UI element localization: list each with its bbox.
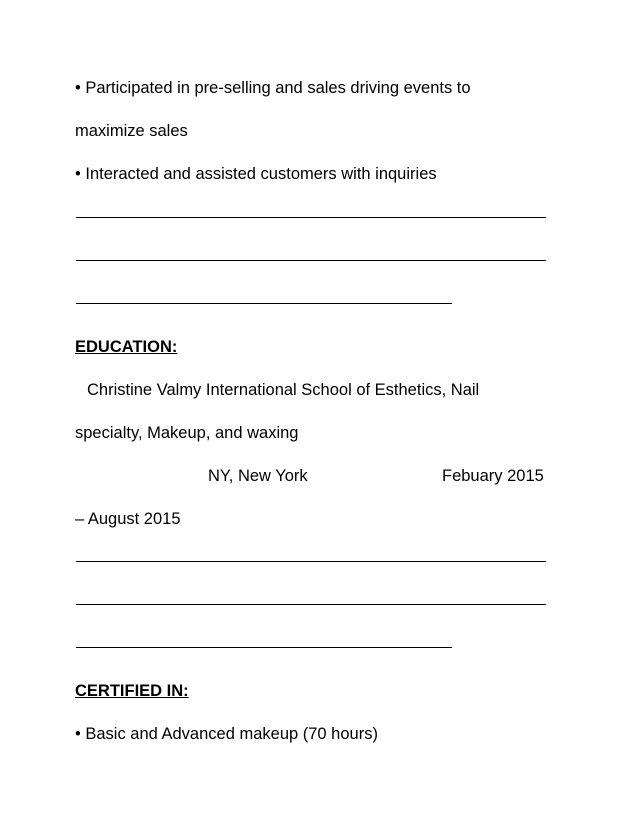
divider-line	[76, 260, 546, 261]
education-date-start: Febuary 2015	[442, 467, 544, 485]
divider-line	[76, 303, 452, 304]
certified-heading: CERTIFIED IN:	[75, 682, 189, 700]
education-date-end: – August 2015	[75, 510, 181, 528]
divider-line	[76, 647, 452, 648]
experience-bullet-customers: • Interacted and assisted customers with inquiries	[75, 165, 437, 183]
certified-item-makeup: • Basic and Advanced makeup (70 hours)	[75, 725, 378, 743]
divider-line	[76, 217, 546, 218]
education-heading: EDUCATION:	[75, 338, 178, 356]
education-school-line2: specialty, Makeup, and waxing	[75, 424, 299, 442]
divider-line	[76, 604, 546, 605]
experience-bullet-presell-line1: • Participated in pre-selling and sales driving events to	[75, 79, 471, 97]
education-location: NY, New York	[208, 467, 308, 485]
education-school-line1: Christine Valmy International School of Esthetics, Nail	[87, 381, 480, 399]
divider-line	[76, 561, 546, 562]
experience-bullet-presell-line2: maximize sales	[75, 122, 188, 140]
